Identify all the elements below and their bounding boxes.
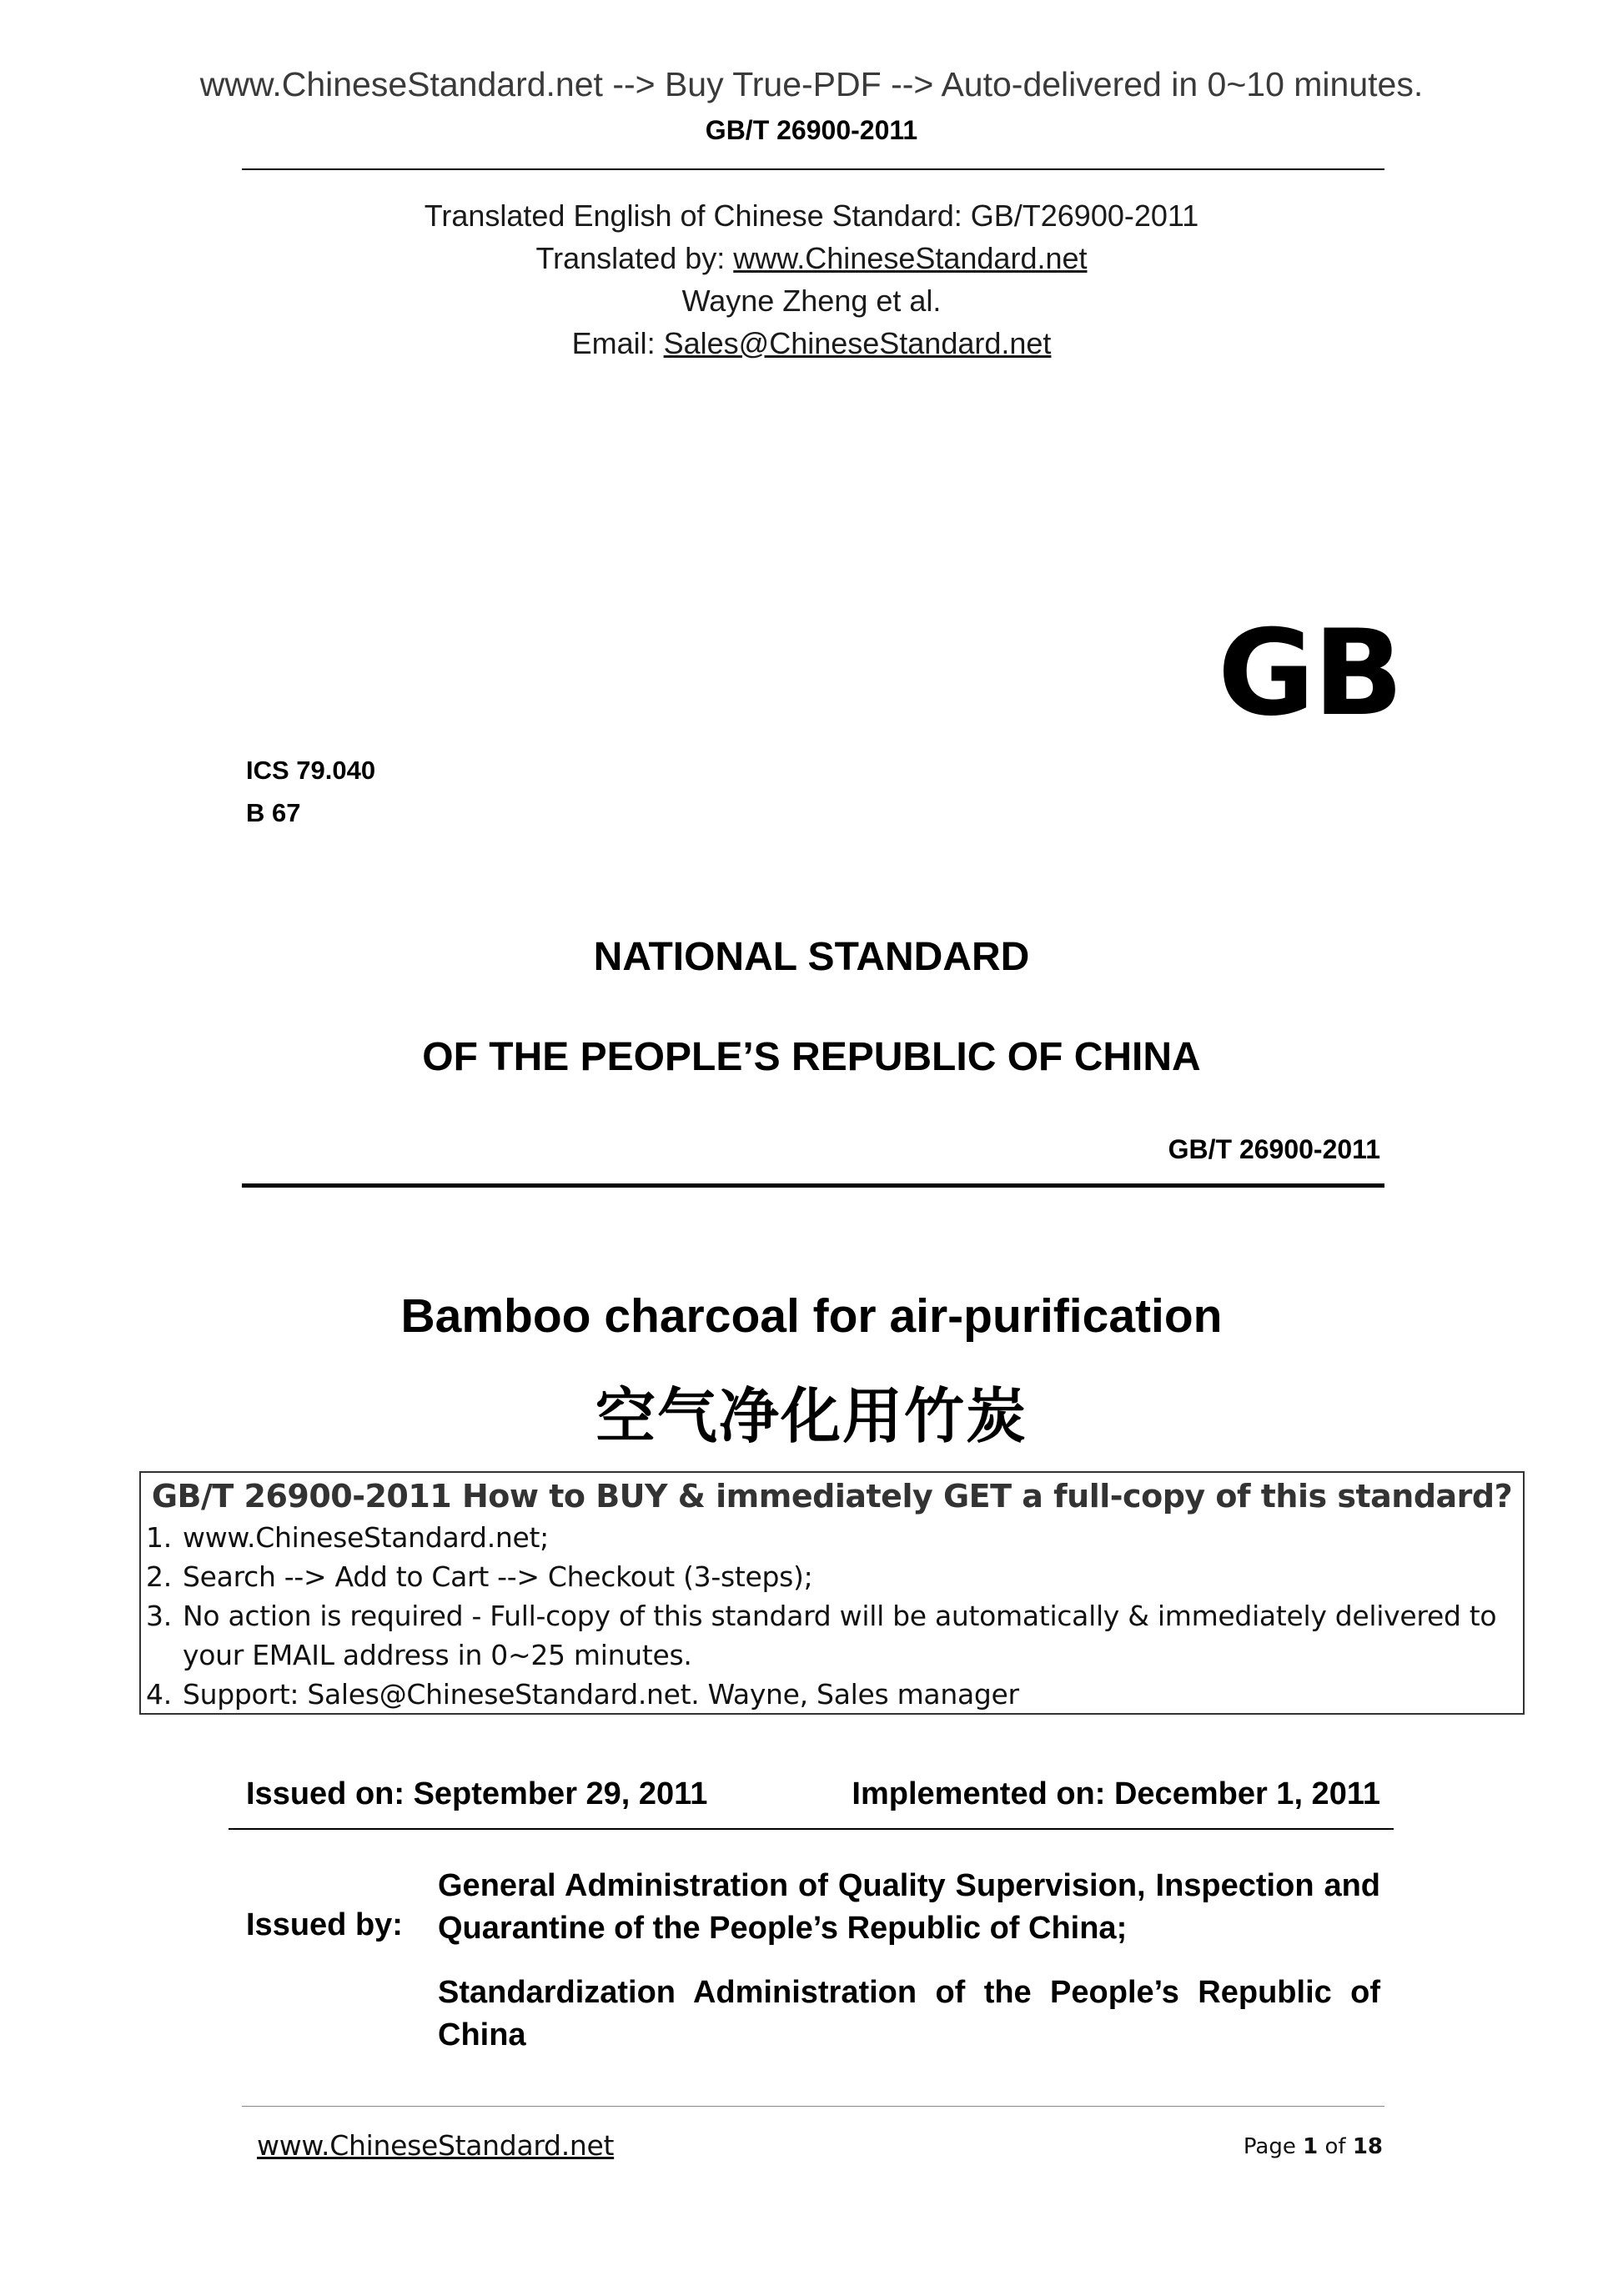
purchase-info-box: [139, 1471, 1525, 1715]
page-of: of: [1318, 2134, 1353, 2159]
purchase-step: [146, 1521, 1515, 1554]
page-label: Page: [1243, 2134, 1304, 2159]
gb-logo: GB: [1218, 605, 1402, 742]
standard-number: GB/T 26900-2011: [1168, 1134, 1380, 1164]
total-pages: 18: [1352, 2134, 1383, 2159]
purchase-info-heading: GB/T 26900-2011 How to BUY & immediately GET a full-copy of this standard?: [151, 1478, 1513, 1515]
translated-by-label: Translated by:: [535, 241, 734, 275]
current-page: 1: [1303, 2134, 1319, 2159]
translation-line: Translated English of Chinese Standard: GB/T26900-2011: [424, 198, 1199, 233]
step-number: 1.: [146, 1521, 172, 1554]
national-standard-heading: NATIONAL STANDARD: [593, 935, 1030, 979]
footer-divider: [242, 2106, 1384, 2107]
document-title-chinese: 空气净化用竹炭: [595, 1381, 1028, 1451]
step-text: your EMAIL address in 0~25 minutes.: [183, 1639, 692, 1671]
ics-code: ICS 79.040: [246, 756, 376, 785]
title-divider: [242, 1183, 1384, 1188]
issuer-aqsiq: General Administration of Quality Supervision, Inspection and Quarantine of the People’s Republic of China;: [438, 1868, 1380, 1946]
step-text: Search --> Add to Cart --> Checkout (3-steps);: [183, 1560, 813, 1593]
step-text[interactable]: www.ChineseStandard.net;: [183, 1521, 549, 1554]
implemented-on-date: Implemented on: December 1, 2011: [852, 1776, 1380, 1811]
email-link[interactable]: Sales@ChineseStandard.net: [663, 326, 1052, 360]
step-number: 4.: [146, 1678, 172, 1711]
issuer-sac: Standardization Administration of the People’s Republic of China: [438, 1975, 1380, 2052]
header-divider: [242, 168, 1384, 170]
email-label: Email:: [571, 326, 664, 360]
purchase-step: [146, 1600, 1515, 1632]
issue-divider: [229, 1828, 1394, 1830]
top-banner: www.ChineseStandard.net --> Buy True-PDF --> Auto-delivered in 0~10 minutes.: [199, 65, 1424, 103]
page-indicator: [1168, 2134, 1383, 2159]
translator-website-link[interactable]: www.ChineseStandard.net: [733, 241, 1088, 275]
ccs-code: B 67: [246, 798, 301, 827]
step-number: 3.: [146, 1600, 172, 1632]
translator-author: Wayne Zheng et al.: [681, 284, 942, 318]
purchase-step: [146, 1560, 1515, 1593]
footer-website-link[interactable]: www.ChineseStandard.net: [257, 2129, 615, 2162]
purchase-step-continuation: [146, 1639, 1515, 1671]
translated-by-line: [0, 241, 1623, 276]
prc-heading: OF THE PEOPLE’S REPUBLIC OF CHINA: [422, 1035, 1201, 1079]
issued-by-label: Issued by:: [246, 1907, 403, 1942]
document-title-english: Bamboo charcoal for air-purification: [400, 1289, 1223, 1343]
purchase-step: [146, 1678, 1515, 1711]
step-text: No action is required - Full-copy of this standard will be automatically & immediately delivered to: [183, 1600, 1497, 1632]
issued-on-date: Issued on: September 29, 2011: [246, 1776, 708, 1811]
email-line: [0, 326, 1623, 361]
step-number: 2.: [146, 1560, 172, 1593]
step-text: Support: Sales@ChineseStandard.net. Wayne, Sales manager: [183, 1678, 1019, 1711]
header-standard-code: GB/T 26900-2011: [705, 115, 918, 145]
